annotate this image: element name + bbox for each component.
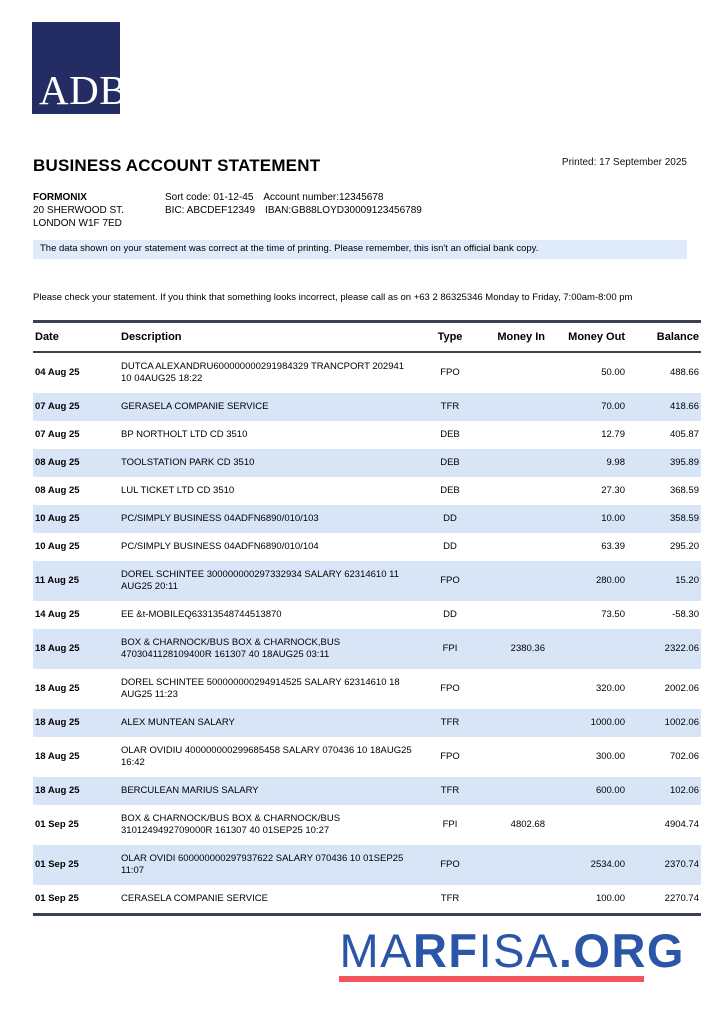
- cell-description: ALEX MUNTEAN SALARY: [119, 709, 419, 737]
- column-header-date: Date: [33, 322, 119, 353]
- table-row: [33, 669, 701, 709]
- cell-money-out: 280.00: [547, 561, 627, 601]
- table-row: [33, 393, 701, 421]
- cell-balance: 4904.74: [664, 819, 699, 830]
- cell-type: FPI: [442, 819, 458, 830]
- cell-date: 11 Aug 25: [33, 561, 119, 601]
- cell-type: FPO: [440, 683, 460, 694]
- cell-money-in: [481, 352, 547, 393]
- cell-money-in: [481, 533, 547, 561]
- table-row: [33, 805, 701, 845]
- cell-type: FPO: [440, 367, 460, 378]
- cell-description: PC/SIMPLY BUSINESS 04ADFN6890/010/103: [119, 505, 419, 533]
- cell-type: DD: [443, 541, 457, 552]
- cell-description: BERCULEAN MARIUS SALARY: [119, 777, 419, 805]
- cell-date: 04 Aug 25: [35, 367, 80, 378]
- cell-balance: 102.06: [627, 777, 701, 805]
- cell-money-in: [481, 737, 547, 777]
- account-address: [33, 191, 165, 230]
- cell-balance: 395.89: [627, 449, 701, 477]
- transactions-table: [33, 320, 701, 916]
- cell-description: TOOLSTATION PARK CD 3510: [119, 449, 419, 477]
- cell-money-out: 320.00: [595, 683, 625, 694]
- cell-money-in: [481, 561, 547, 601]
- cell-type: FPI: [419, 629, 481, 669]
- table-row: [33, 477, 701, 505]
- table-row: [33, 885, 701, 915]
- statement-page: [0, 22, 720, 982]
- cell-description: LUL TICKET LTD CD 3510: [121, 485, 235, 496]
- cell-balance: 15.20: [627, 561, 701, 601]
- cell-money-out: 50.00: [601, 367, 625, 378]
- cell-date: 08 Aug 25: [33, 449, 119, 477]
- marfisa-logo-segment: RF: [412, 924, 479, 977]
- cell-type: DEB: [419, 449, 481, 477]
- cell-money-out: 1000.00: [547, 709, 627, 737]
- table-row: [33, 421, 701, 449]
- page-title: BUSINESS ACCOUNT STATEMENT: [33, 156, 321, 175]
- cell-balance: 2002.06: [664, 683, 699, 694]
- cell-description: GERASELA COMPANIE SERVICE: [119, 393, 419, 421]
- cell-type: TFR: [419, 709, 481, 737]
- cell-balance: 405.87: [669, 429, 699, 440]
- cell-money-out: 600.00: [547, 777, 627, 805]
- cell-money-in: [481, 601, 547, 629]
- cell-description: BOX & CHARNOCK/BUS BOX & CHARNOCK,BUS 4703041128109400R 161307 40 18AUG25 03:11: [119, 629, 419, 669]
- cell-money-out: 27.30: [601, 485, 625, 496]
- address-line-2: LONDON W1F 7ED: [33, 218, 122, 229]
- data-correct-notice: The data shown on your statement was correct at the time of printing. Please remember, this isn't an official bank copy.: [33, 240, 687, 259]
- cell-date: 18 Aug 25: [33, 629, 119, 669]
- cell-balance: 2370.74: [627, 845, 701, 885]
- cell-money-out: 10.00: [547, 505, 627, 533]
- printed-date: Printed: 17 September 2025: [561, 157, 687, 168]
- cell-balance: 702.06: [669, 751, 699, 762]
- cell-description: BP NORTHOLT LTD CD 3510: [121, 429, 248, 440]
- cell-money-in: 2380.36: [481, 629, 547, 669]
- cell-description: DUTCA ALEXANDRU600000000291984329 TRANCPORT 202941 10 04AUG25 18:22: [121, 361, 405, 384]
- cell-money-in: [481, 845, 547, 885]
- cell-money-out: 70.00: [547, 393, 627, 421]
- table-row: [33, 777, 701, 805]
- footer: [33, 926, 687, 982]
- marfisa-logo: [339, 926, 685, 982]
- cell-balance: 418.66: [627, 393, 701, 421]
- cell-type: DEB: [440, 429, 460, 440]
- address-line-1: 20 SHERWOOD ST.: [33, 205, 124, 216]
- cell-balance: 295.20: [669, 541, 699, 552]
- iban: IBAN:GB88LOYD30009123456789: [265, 205, 422, 216]
- cell-money-in: [481, 477, 547, 505]
- table-row: [33, 352, 701, 393]
- cell-type: TFR: [419, 777, 481, 805]
- cell-money-out: 2534.00: [547, 845, 627, 885]
- cell-money-out: 100.00: [595, 893, 625, 904]
- cell-date: 10 Aug 25: [35, 541, 80, 552]
- cell-date: 07 Aug 25: [35, 429, 80, 440]
- cell-money-in: [481, 709, 547, 737]
- cell-balance: -58.30: [672, 609, 699, 620]
- cell-date: 14 Aug 25: [35, 609, 80, 620]
- account-codes: [165, 191, 432, 230]
- cell-type: FPO: [419, 561, 481, 601]
- cell-description: BOX & CHARNOCK/BUS BOX & CHARNOCK/BUS 3101249492709000R 161307 40 01SEP25 10:27: [121, 813, 341, 836]
- cell-money-out: 9.98: [547, 449, 627, 477]
- title-row: [33, 156, 687, 176]
- column-header-balance: Balance: [627, 322, 701, 353]
- marfisa-logo-text: [339, 926, 685, 975]
- table-row: [33, 561, 701, 601]
- cell-money-out: 300.00: [595, 751, 625, 762]
- bic: BIC: ABCDEF12349: [165, 205, 256, 216]
- cell-money-out: 73.50: [601, 609, 625, 620]
- cell-money-out: 12.79: [601, 429, 625, 440]
- account-holder-name: FORMONIX: [33, 192, 87, 203]
- cell-balance: 368.59: [669, 485, 699, 496]
- table-row: [33, 601, 701, 629]
- cell-date: 18 Aug 25: [35, 683, 80, 694]
- marfisa-logo-underline: [339, 976, 643, 982]
- cell-type: DEB: [440, 485, 460, 496]
- cell-type: FPO: [440, 751, 460, 762]
- cell-description: DOREL SCHINTEE 300000000297332934 SALARY 62314610 11 AUG25 20:11: [119, 561, 419, 601]
- table-row: [33, 533, 701, 561]
- cell-type: TFR: [440, 893, 460, 904]
- table-body: [33, 352, 701, 915]
- cell-balance: 2322.06: [627, 629, 701, 669]
- cell-type: DD: [419, 505, 481, 533]
- cell-date: 18 Aug 25: [33, 777, 119, 805]
- cell-type: DD: [443, 609, 457, 620]
- cell-date: 08 Aug 25: [35, 485, 80, 496]
- cell-description: PC/SIMPLY BUSINESS 04ADFN6890/010/104: [121, 541, 319, 552]
- cell-money-out: [547, 629, 627, 669]
- table-row: [33, 449, 701, 477]
- column-header-description: Description: [119, 322, 419, 353]
- cell-money-in: [481, 885, 547, 915]
- column-header-money-in: Money In: [481, 322, 547, 353]
- cell-date: 07 Aug 25: [33, 393, 119, 421]
- check-statement-notice: Please check your statement. If you think that something looks incorrect, please call as on +63 2 86325346 Monday to Friday, 7:00am-8:00 pm: [33, 292, 633, 303]
- table-row: [33, 505, 701, 533]
- account-info: [33, 191, 687, 230]
- cell-date: 01 Sep 25: [35, 893, 79, 904]
- cell-description: EE &t-MOBILEQ63313548744513870: [121, 609, 282, 620]
- cell-date: 01 Sep 25: [35, 819, 79, 830]
- marfisa-logo-segment: ISA: [478, 924, 559, 977]
- sort-code: Sort code: 01-12-45: [165, 192, 254, 203]
- table-row: [33, 845, 701, 885]
- cell-money-in: [481, 393, 547, 421]
- cell-description: OLAR OVIDI 600000000297937622 SALARY 070436 10 01SEP25 11:07: [119, 845, 419, 885]
- cell-money-out: 63.39: [601, 541, 625, 552]
- cell-money-in: [481, 449, 547, 477]
- table-row: [33, 709, 701, 737]
- cell-money-out: [547, 805, 627, 845]
- table-header: [33, 322, 701, 353]
- account-number: Account number:12345678: [263, 192, 384, 203]
- marfisa-logo-segment: .ORG: [558, 924, 685, 977]
- cell-date: 01 Sep 25: [33, 845, 119, 885]
- bank-logo-text: ADB: [39, 67, 128, 113]
- cell-balance: 2270.74: [664, 893, 699, 904]
- cell-money-in: [481, 777, 547, 805]
- cell-money-in: [481, 669, 547, 709]
- table-row: [33, 629, 701, 669]
- cell-money-in: [481, 505, 547, 533]
- cell-balance: 1002.06: [627, 709, 701, 737]
- cell-money-in: 4802.68: [510, 819, 545, 830]
- cell-date: 18 Aug 25: [35, 751, 80, 762]
- column-header-money-out: Money Out: [547, 322, 627, 353]
- cell-balance: 358.59: [627, 505, 701, 533]
- table-row: [33, 737, 701, 777]
- cell-description: OLAR OVIDIU 400000000299685458 SALARY 070436 10 18AUG25 16:42: [121, 745, 412, 768]
- account-codes-row-1: [165, 191, 432, 204]
- cell-type: TFR: [419, 393, 481, 421]
- cell-date: 18 Aug 25: [33, 709, 119, 737]
- cell-date: 10 Aug 25: [33, 505, 119, 533]
- cell-money-in: [481, 421, 547, 449]
- cell-balance: 488.66: [669, 367, 699, 378]
- cell-description: CERASELA COMPANIE SERVICE: [121, 893, 268, 904]
- cell-type: FPO: [419, 845, 481, 885]
- cell-description: DOREL SCHINTEE 500000000294914525 SALARY 62314610 18 AUG25 11:23: [121, 677, 400, 700]
- marfisa-logo-segment: MA: [339, 924, 413, 977]
- account-codes-row-2: [165, 204, 432, 217]
- column-header-type: Type: [419, 322, 481, 353]
- bank-logo: [32, 22, 128, 114]
